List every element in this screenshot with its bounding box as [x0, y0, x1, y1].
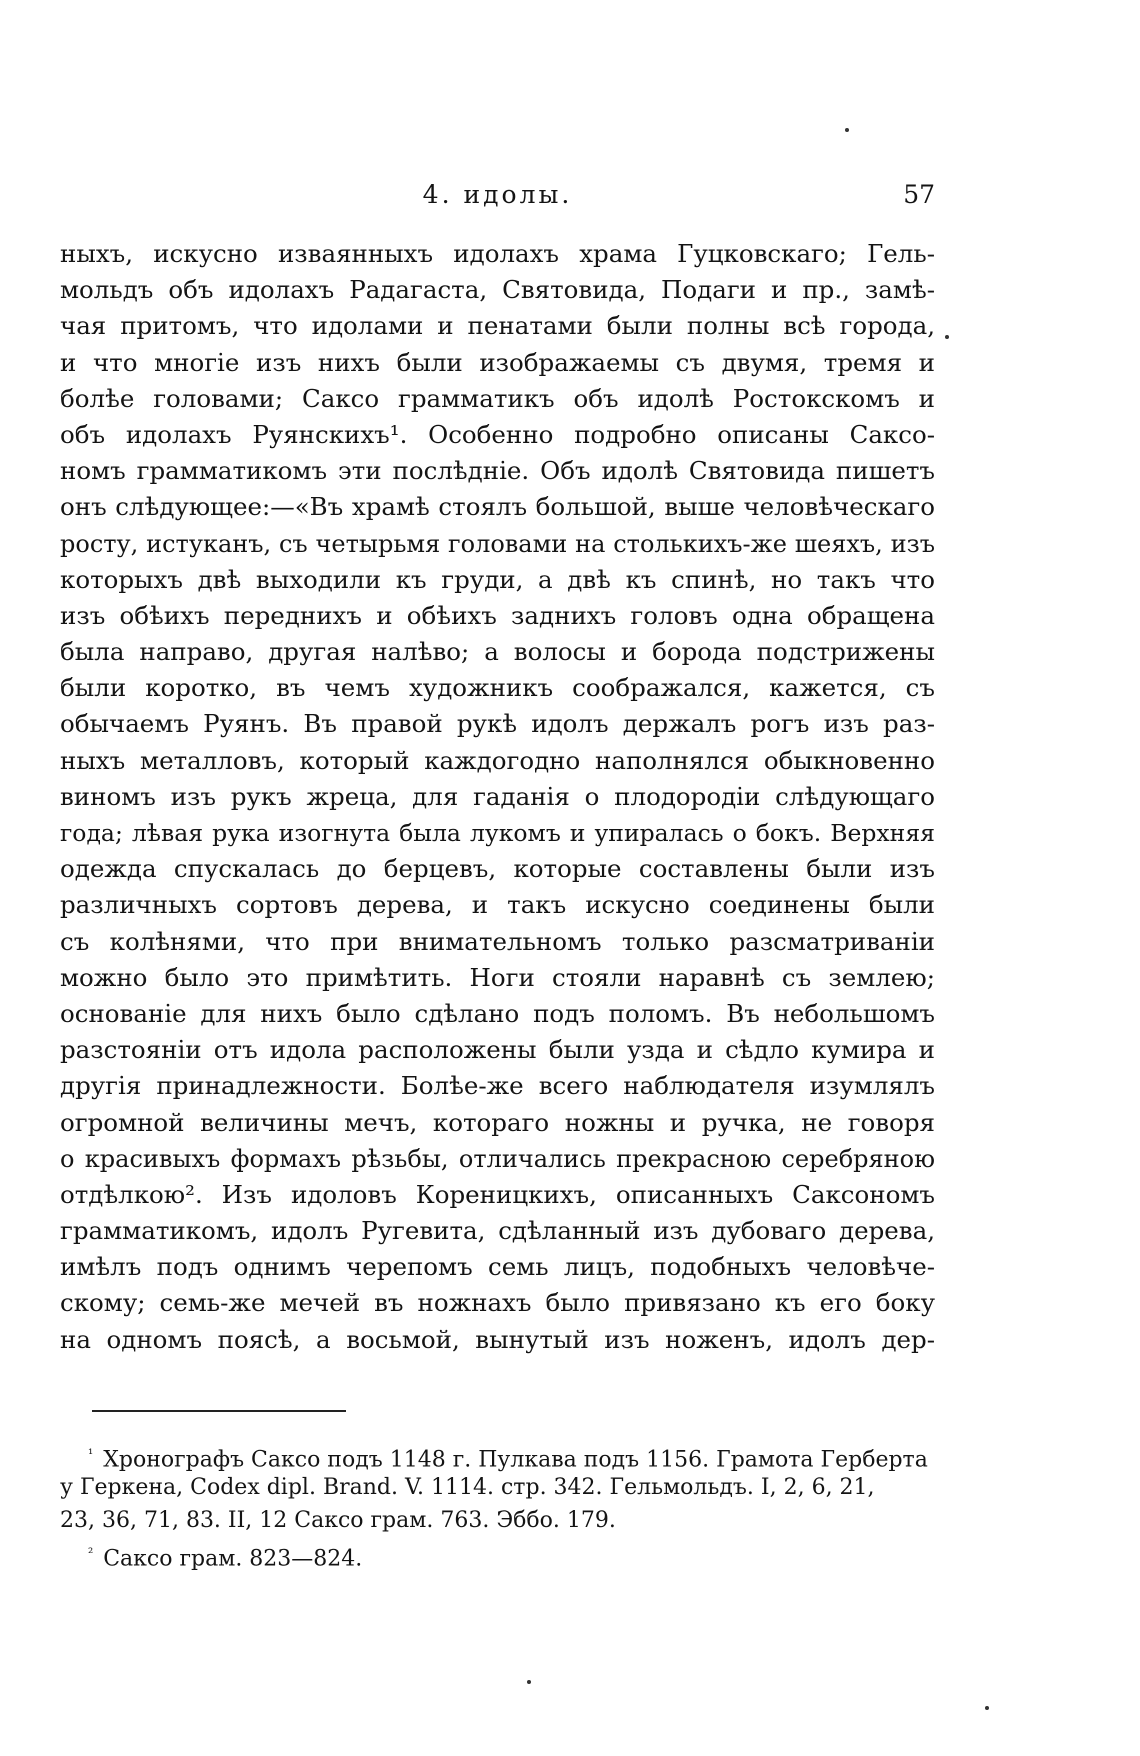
- text-line: росту, истуканъ, съ четырьмя головами на столькихъ-же шеяхъ, изъ: [60, 529, 935, 558]
- text-line: были коротко, въ чемъ художникъ соображался, кажется, съ: [60, 673, 935, 703]
- text-line: обычаемъ Руянъ. Въ правой рукѣ идолъ держалъ рогъ изъ раз-: [60, 709, 935, 739]
- text-line: скому; семь-же мечей въ ножнахъ было привязано къ его боку: [60, 1288, 935, 1318]
- text-line: разстояніи отъ идола расположены были узда и сѣдло кумира и: [60, 1035, 935, 1065]
- text-line: мольдъ объ идолахъ Радагаста, Святовида, Подаги и пр., замѣ-: [60, 275, 935, 305]
- page-number: 57: [903, 180, 935, 209]
- text-line: была направо, другая налѣво; а волосы и борода подстрижены: [60, 637, 935, 667]
- text-line: одежда спускалась до берцевъ, которые составлены были изъ: [60, 854, 935, 884]
- footnote-1-line-2: у Геркена, Codex dipl. Brand. V. 1114. стр. 342. Гельмольдъ. I, 2, 6, 21,: [60, 1475, 875, 1500]
- print-speck: [527, 1680, 531, 1684]
- footnote-2-mark: ²: [88, 1546, 94, 1561]
- text-line: онъ слѣдующее:—«Въ храмѣ стоялъ большой, выше человѣческаго: [60, 492, 935, 522]
- footnotes: [60, 1438, 935, 1570]
- text-line: объ идолахъ Руянскихъ¹. Особенно подробно описаны Саксо-: [60, 419, 935, 449]
- footnote-1-line-3: 23, 36, 71, 83. II, 12 Саксо грам. 763. Эббо. 179.: [60, 1508, 616, 1533]
- print-speck: [945, 335, 949, 339]
- text-line: огромной величины мечъ, котораго ножны и ручка, не говоря: [60, 1107, 935, 1137]
- text-line: виномъ изъ рукъ жреца, для гаданія о плодородіи слѣдующаго: [60, 781, 935, 811]
- text-line: изъ обѣихъ переднихъ и обѣихъ заднихъ головъ одна обращена: [60, 600, 935, 630]
- footnote-1-line-1: [60, 1438, 935, 1471]
- text-line: ныхъ металловъ, который каждогодно наполнялся обыкновенно: [60, 745, 935, 775]
- text-line: и что многіе изъ нихъ были изображаемы съ двумя, тремя и: [60, 347, 935, 377]
- running-header: [60, 180, 935, 220]
- body-text: [60, 236, 935, 1358]
- text-line: ныхъ, искусно изваянныхъ идолахъ храма Гуцковскаго; Гель-: [60, 239, 935, 268]
- text-line: отдѣлкою². Изъ идоловъ Кореницкихъ, описанныхъ Саксономъ: [60, 1179, 935, 1209]
- text-line: которыхъ двѣ выходили къ груди, а двѣ къ спинѣ, но такъ что: [60, 564, 935, 594]
- chapter-title: 4. идолы.: [422, 180, 573, 209]
- text-line: другія принадлежности. Болѣе-же всего наблюдателя изумлялъ: [60, 1071, 935, 1101]
- text-line: о красивыхъ формахъ рѣзьбы, отличались прекрасною серебряною: [60, 1144, 935, 1173]
- text-line: на одномъ поясѣ, а восьмой, вынутый изъ ноженъ, идолъ дер-: [60, 1324, 935, 1354]
- text-line: чая притомъ, что идолами и пенатами были полны всѣ города,: [60, 311, 935, 341]
- footnote-rule: [92, 1410, 346, 1412]
- text-line: болѣе головами; Саксо грамматикъ объ идолѣ Ростокскомъ и: [60, 383, 935, 413]
- text-line: можно было это примѣтить. Ноги стояли наравнѣ съ землею;: [60, 962, 935, 992]
- text-line: основаніе для нихъ было сдѣлано подъ поломъ. Въ небольшомъ: [60, 998, 935, 1028]
- text-line: имѣлъ подъ однимъ черепомъ семь лицъ, подобныхъ человѣче-: [60, 1252, 935, 1282]
- text-line: номъ грамматикомъ эти послѣдніе. Объ идолѣ Святовида пишетъ: [60, 456, 935, 486]
- footnote-2-line-1: [60, 1537, 935, 1570]
- footnote-1-mark: ¹: [88, 1447, 94, 1462]
- text-line: грамматикомъ, идолъ Ругевита, сдѣланный изъ дубоваго дерева,: [60, 1216, 935, 1246]
- text-line: съ колѣнями, что при внимательномъ только разсматриваніи: [60, 926, 935, 956]
- footnote-1-text: Хронографъ Саксо подъ 1148 г. Пулкава подъ 1156. Грамота Герберта: [103, 1447, 928, 1473]
- text-line: года; лѣвая рука изогнута была лукомъ и упиралась о бокъ. Верхняя: [60, 819, 935, 847]
- text-line: различныхъ сортовъ дерева, и такъ искусно соединены были: [60, 890, 935, 920]
- print-speck: [845, 128, 849, 132]
- print-speck: [985, 1706, 989, 1710]
- footnote-2-text: Саксо грам. 823—824.: [103, 1546, 363, 1572]
